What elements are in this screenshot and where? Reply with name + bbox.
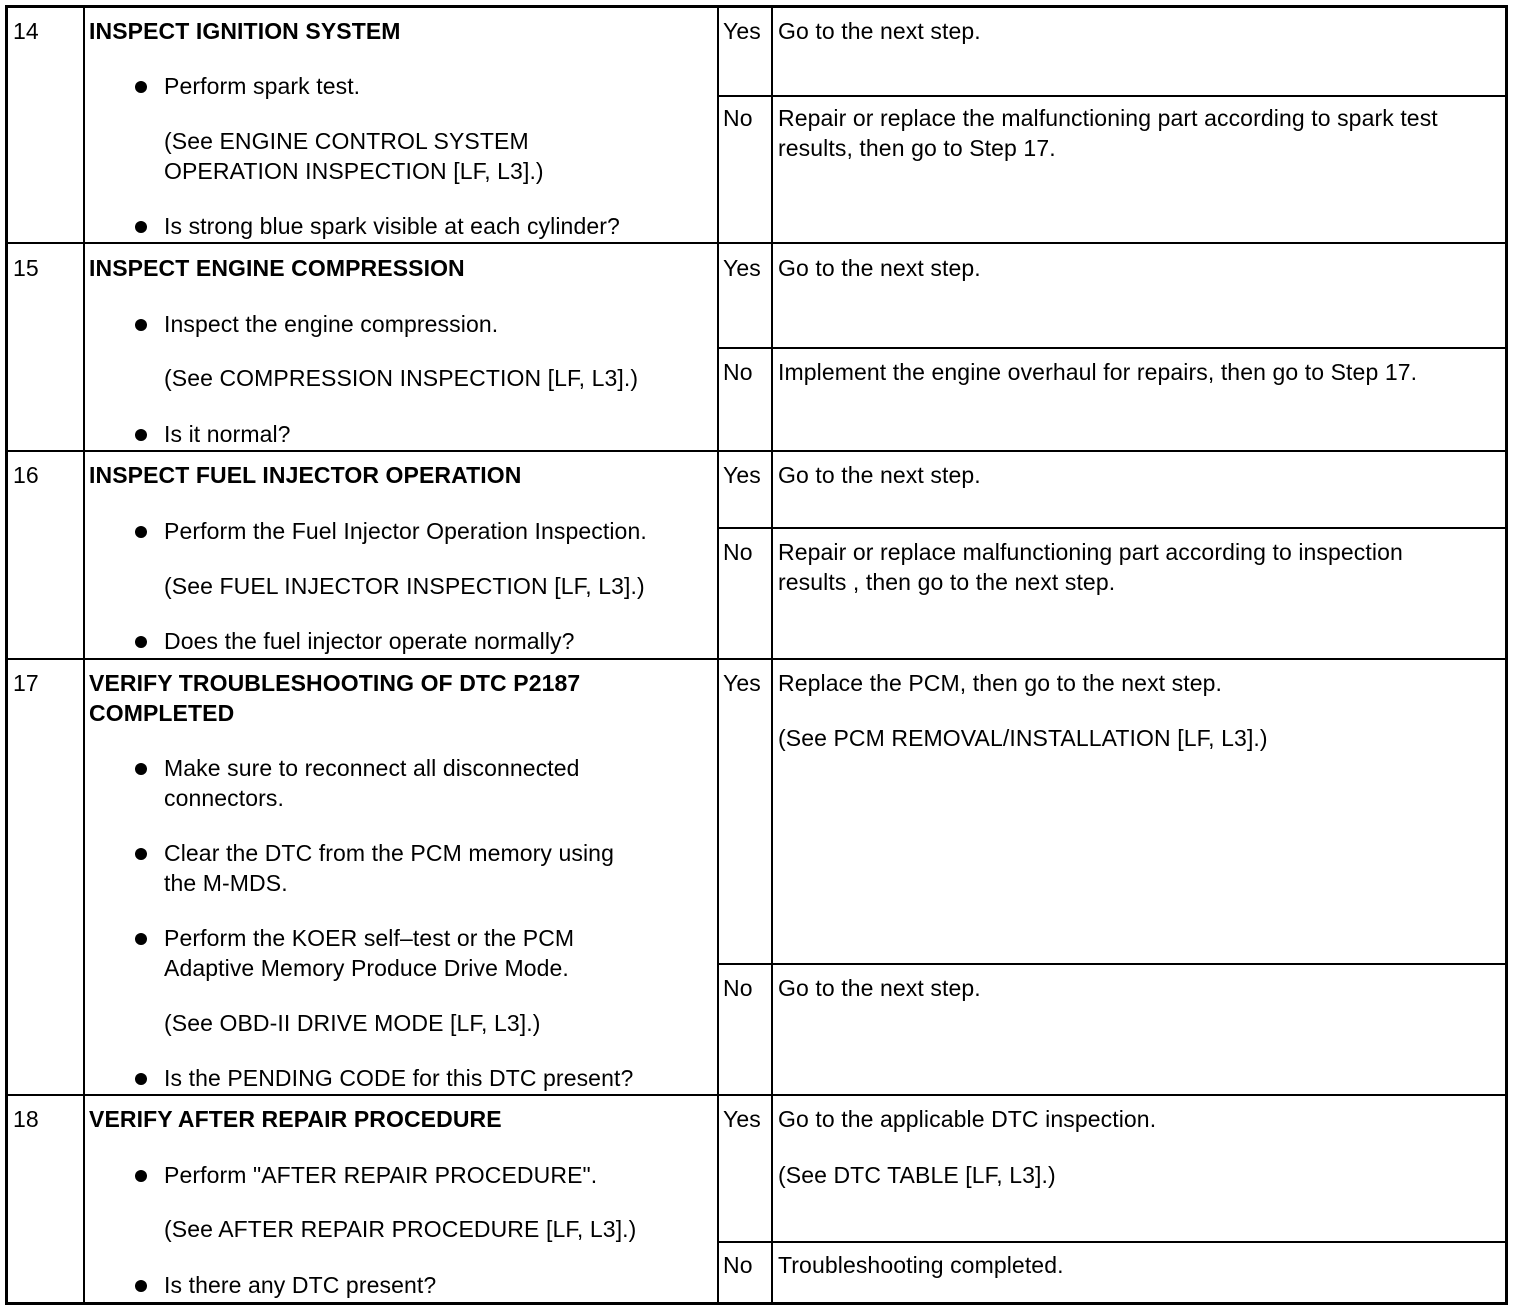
check-item: Is strong blue spark visible at each cylinder? bbox=[164, 213, 620, 239]
check-item: Clear the DTC from the PCM memory using bbox=[164, 840, 614, 866]
bullet-icon bbox=[135, 763, 147, 775]
step-number: 14 bbox=[13, 18, 39, 44]
check-item: the M-MDS. bbox=[164, 870, 288, 896]
check-item: Does the fuel injector operate normally? bbox=[164, 628, 575, 654]
no-label: No bbox=[723, 539, 753, 565]
row-divider bbox=[8, 1094, 1505, 1096]
yes-label: Yes bbox=[723, 18, 761, 44]
check-item: Make sure to reconnect all disconnected bbox=[164, 755, 580, 781]
row-divider bbox=[8, 242, 1505, 244]
no-action: Repair or replace the malfunctioning part according to spark test bbox=[778, 105, 1438, 131]
bullet-icon bbox=[135, 319, 147, 331]
bullet-icon bbox=[135, 636, 147, 648]
yes-no-divider bbox=[717, 347, 1505, 349]
yes-action: Go to the next step. bbox=[778, 255, 981, 281]
no-action: Repair or replace malfunctioning part according to inspection bbox=[778, 539, 1403, 565]
check-item: Perform spark test. bbox=[164, 73, 361, 99]
step-title: INSPECT FUEL INJECTOR OPERATION bbox=[89, 462, 522, 488]
column-divider bbox=[771, 8, 773, 1302]
bullet-icon bbox=[135, 221, 147, 233]
bullet-icon bbox=[135, 429, 147, 441]
no-label: No bbox=[723, 1252, 753, 1278]
step-number: 17 bbox=[13, 670, 39, 696]
reference-text: OPERATION INSPECTION [LF, L3].) bbox=[164, 158, 544, 184]
no-action: results , then go to the next step. bbox=[778, 569, 1116, 595]
step-title: INSPECT ENGINE COMPRESSION bbox=[89, 255, 465, 281]
no-label: No bbox=[723, 359, 753, 385]
column-divider bbox=[83, 8, 85, 1302]
check-item: Is the PENDING CODE for this DTC present? bbox=[164, 1065, 634, 1091]
check-item: Inspect the engine compression. bbox=[164, 311, 499, 337]
bullet-icon bbox=[135, 933, 147, 945]
step-title: COMPLETED bbox=[89, 700, 235, 726]
yes-label: Yes bbox=[723, 670, 761, 696]
yes-label: Yes bbox=[723, 462, 761, 488]
yes-reference: (See DTC TABLE [LF, L3].) bbox=[778, 1162, 1056, 1188]
step-number: 15 bbox=[13, 255, 39, 281]
reference-text: (See ENGINE CONTROL SYSTEM bbox=[164, 128, 529, 154]
check-item: connectors. bbox=[164, 785, 284, 811]
yes-reference: (See PCM REMOVAL/INSTALLATION [LF, L3].) bbox=[778, 725, 1268, 751]
step-number: 18 bbox=[13, 1106, 39, 1132]
check-item: Adaptive Memory Produce Drive Mode. bbox=[164, 955, 569, 981]
step-title: VERIFY TROUBLESHOOTING OF DTC P2187 bbox=[89, 670, 581, 696]
yes-action: Go to the next step. bbox=[778, 18, 981, 44]
column-divider bbox=[717, 8, 719, 1302]
yes-action: Replace the PCM, then go to the next step. bbox=[778, 670, 1223, 696]
no-action: Go to the next step. bbox=[778, 975, 981, 1001]
reference-text: (See FUEL INJECTOR INSPECTION [LF, L3].) bbox=[164, 573, 645, 599]
reference-text: (See AFTER REPAIR PROCEDURE [LF, L3].) bbox=[164, 1216, 637, 1242]
yes-no-divider bbox=[717, 527, 1505, 529]
reference-text: (See COMPRESSION INSPECTION [LF, L3].) bbox=[164, 365, 639, 391]
check-item: Perform the KOER self–test or the PCM bbox=[164, 925, 575, 951]
bullet-icon bbox=[135, 526, 147, 538]
yes-no-divider bbox=[717, 963, 1505, 965]
yes-no-divider bbox=[717, 1241, 1505, 1243]
bullet-icon bbox=[135, 1073, 147, 1085]
yes-label: Yes bbox=[723, 255, 761, 281]
bullet-icon bbox=[135, 1280, 147, 1292]
no-action: results, then go to Step 17. bbox=[778, 135, 1056, 161]
yes-action: Go to the next step. bbox=[778, 462, 981, 488]
bullet-icon bbox=[135, 848, 147, 860]
check-item: Perform the Fuel Injector Operation Inspection. bbox=[164, 518, 647, 544]
no-action: Troubleshooting completed. bbox=[778, 1252, 1064, 1278]
troubleshooting-table bbox=[5, 5, 1508, 1305]
yes-no-divider bbox=[717, 95, 1505, 97]
row-divider bbox=[8, 658, 1505, 660]
check-item: Is it normal? bbox=[164, 421, 291, 447]
check-item: Is there any DTC present? bbox=[164, 1272, 437, 1298]
check-item: Perform "AFTER REPAIR PROCEDURE". bbox=[164, 1162, 598, 1188]
row-divider bbox=[8, 450, 1505, 452]
step-title: VERIFY AFTER REPAIR PROCEDURE bbox=[89, 1106, 502, 1132]
reference-text: (See OBD-II DRIVE MODE [LF, L3].) bbox=[164, 1010, 541, 1036]
no-label: No bbox=[723, 975, 753, 1001]
yes-action: Go to the applicable DTC inspection. bbox=[778, 1106, 1157, 1132]
bullet-icon bbox=[135, 1170, 147, 1182]
no-label: No bbox=[723, 105, 753, 131]
bullet-icon bbox=[135, 81, 147, 93]
yes-label: Yes bbox=[723, 1106, 761, 1132]
step-title: INSPECT IGNITION SYSTEM bbox=[89, 18, 401, 44]
no-action: Implement the engine overhaul for repairs, then go to Step 17. bbox=[778, 359, 1418, 385]
step-number: 16 bbox=[13, 462, 39, 488]
